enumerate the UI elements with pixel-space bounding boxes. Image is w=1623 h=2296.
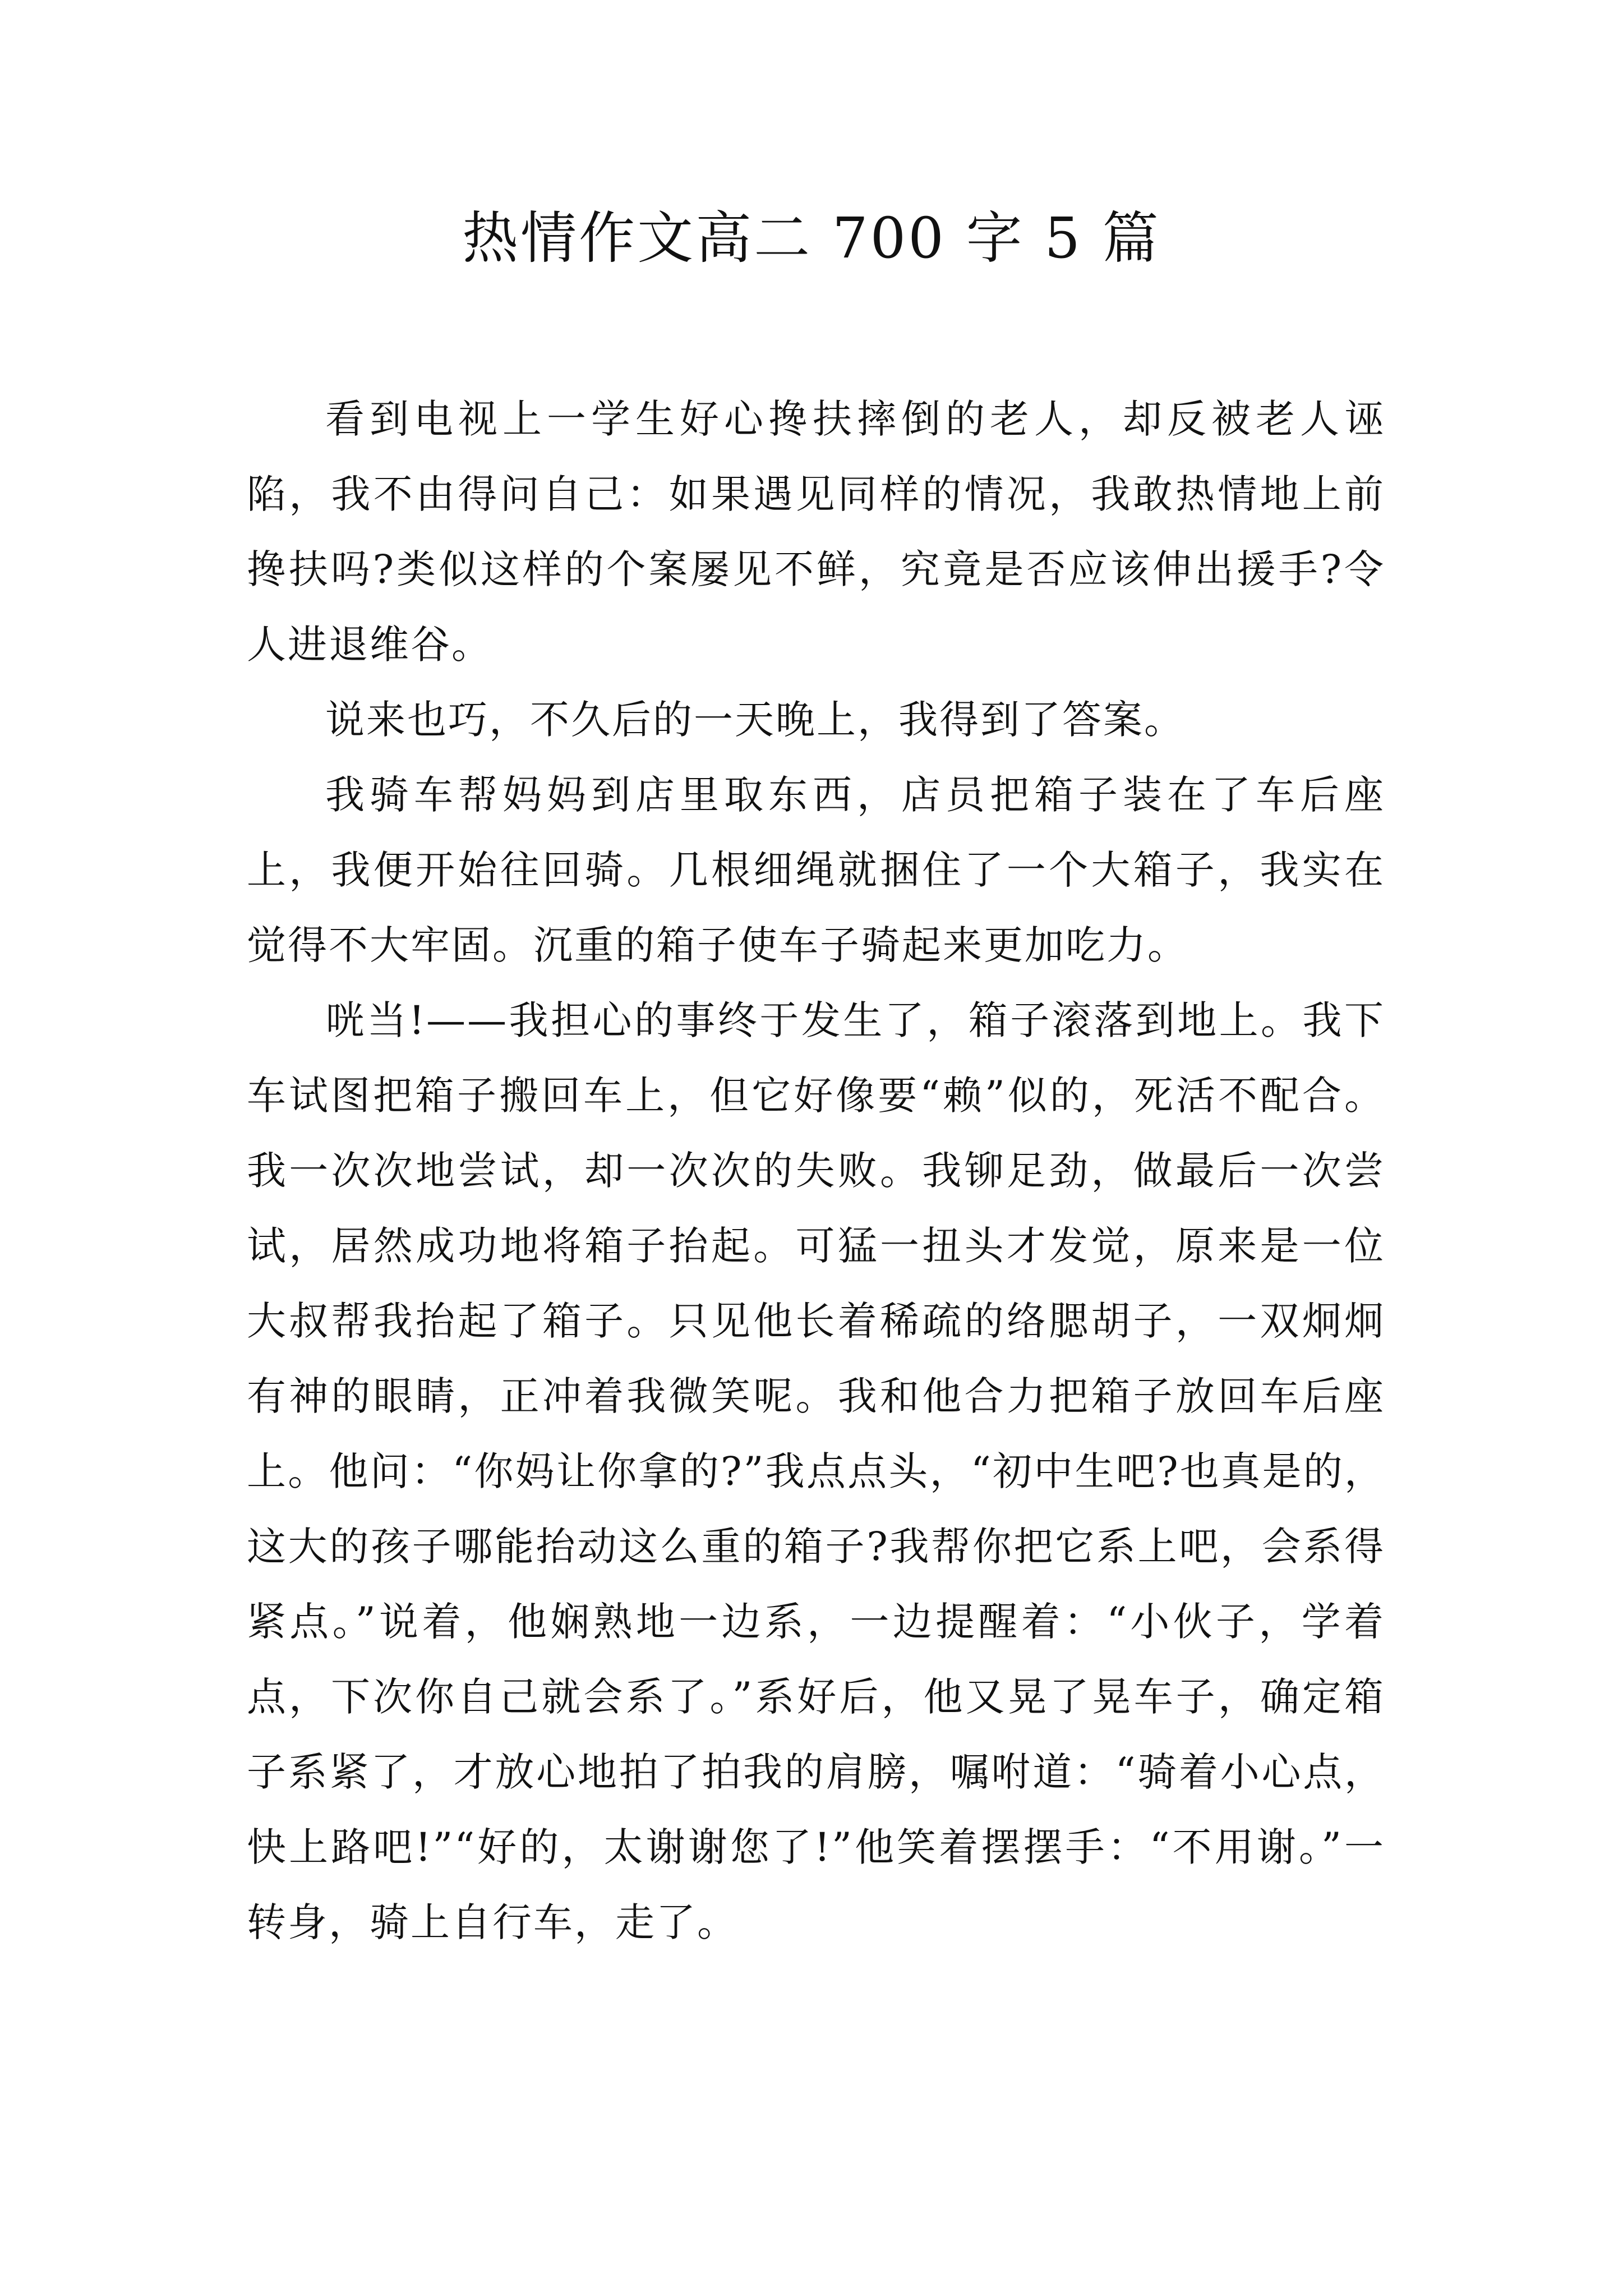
paragraph: 我骑车帮妈妈到店里取东西，店员把箱子装在了车后座上，我便开始往回骑。几根细绳就捆住了一个大箱子，我实在觉得不大牢固。沉重的箱子使车子骑起来更加吃力。 — [247, 772, 1385, 968]
document-title: 热情作文高二 700 字 5 篇 — [462, 205, 1161, 271]
paragraph: 看到电视上一学生好心搀扶摔倒的老人，却反被老人诬陷，我不由得问自己：如果遇见同样的情况，我敢热情地上前搀扶吗?类似这样的个案屡见不鲜，究竟是否应该伸出援手?令人进退维谷。 — [247, 396, 1385, 668]
paragraph: 说来也巧，不久后的一天晚上，我得到了答案。 — [325, 697, 1185, 743]
document-body — [247, 381, 1385, 1960]
paragraph: 咣当!——我担心的事终于发生了，箱子滚落到地上。我下车试图把箱子搬回车上，但它好像要“赖”似的，死活不配合。我一次次地尝试，却一次次的失败。我铆足劲，做最后一次尝试，居然成功地将箱子抬起。可猛一扭头才发觉，原来是一位大叔帮我抬起了箱子。只见他长着稀疏的络腮胡子，一双炯炯有神的眼睛，正冲着我微笑呢。我和他合力把箱子放回车后座上。他问：“你妈让你拿的?”我点点头，“初中生吧?也真是的，这大的孩子哪能抬动这么重的箱子?我帮你把它系上吧，会系得紧点。”说着，他娴熟地一边系，一边提醒着：“小伙子，学着点，下次你自己就会系了。”系好后，他又晃了晃车子，确定箱子系紧了，才放心地拍了拍我的肩膀，嘱咐道：“骑着小心点，快上路吧!”“好的，太谢谢您了!”他笑着摆摆手：“不用谢。”一转身，骑上自行车，走了。 — [247, 997, 1385, 1945]
